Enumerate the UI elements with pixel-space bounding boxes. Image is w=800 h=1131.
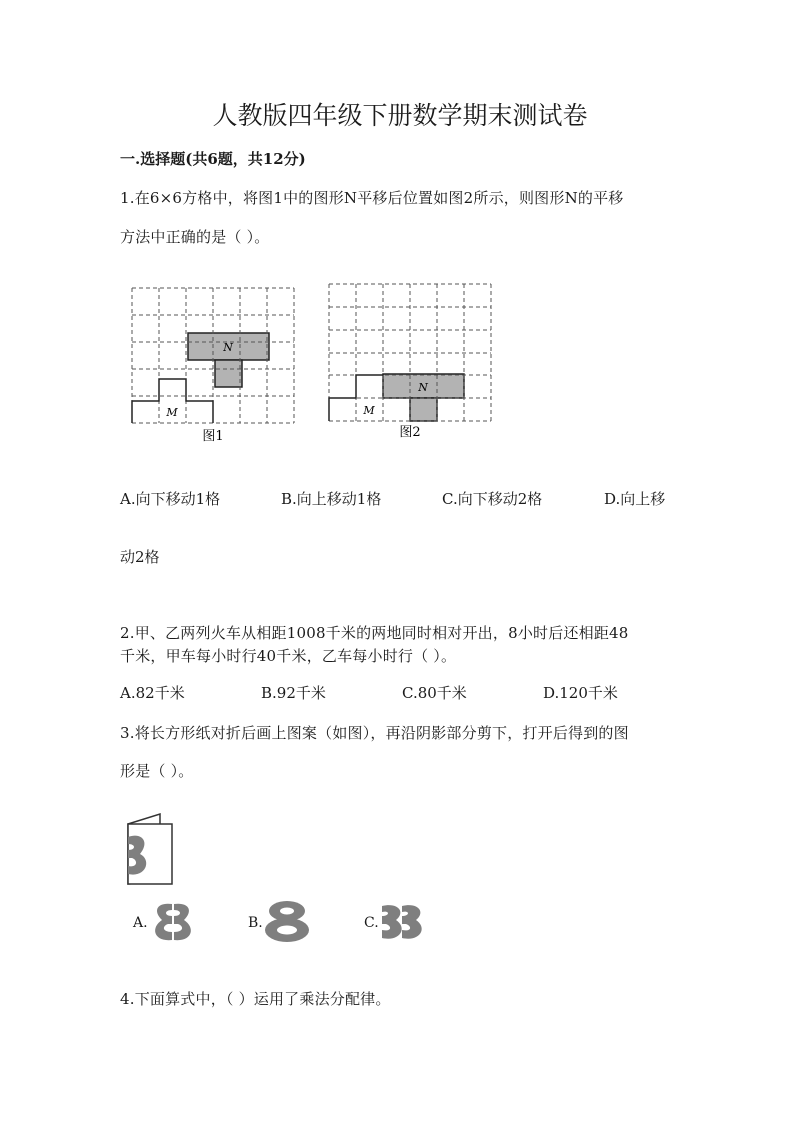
q1-figures bbox=[125, 280, 505, 445]
q2-text-line2: 千米，甲车每小时行40千米，乙车每小时行（ ）。 bbox=[120, 647, 457, 665]
q3-option-b-shape[interactable] bbox=[262, 898, 312, 944]
page-title: 人教版四年级下册数学期末测试卷 bbox=[212, 101, 588, 130]
q1-text-line2: 方法中正确的是（ ）。 bbox=[120, 228, 270, 246]
q3-option-b-label[interactable]: B. bbox=[248, 915, 263, 931]
figure-2-label-n: N bbox=[418, 381, 428, 394]
figure-2-grid bbox=[329, 284, 491, 421]
q3-folded-paper bbox=[120, 812, 180, 888]
q1-text-line1: 1.在6×6方格中，将图1中的图形N平移后位置如图2所示，则图形N的平移 bbox=[120, 189, 624, 207]
figure-2-caption: 图2 bbox=[399, 425, 421, 440]
q1-option-d[interactable]: D.向上移 bbox=[604, 490, 666, 508]
figure-2-label-m: M bbox=[363, 404, 375, 417]
q3-option-a-label[interactable]: A. bbox=[133, 915, 148, 931]
q2-option-d[interactable]: D.120千米 bbox=[543, 684, 618, 702]
q1-option-a[interactable]: A.向下移动1格 bbox=[120, 490, 221, 508]
q2-option-a[interactable]: A.82千米 bbox=[120, 684, 185, 702]
figure-2-shape-n-stem bbox=[410, 398, 437, 421]
q3-option-c-label[interactable]: C. bbox=[364, 915, 379, 931]
q3-option-c-shape[interactable] bbox=[380, 900, 430, 944]
q1-option-c[interactable]: C.向下移动2格 bbox=[442, 490, 543, 508]
q4-text-line1: 4.下面算式中，（ ）运用了乘法分配律。 bbox=[120, 990, 391, 1008]
q1-option-b[interactable]: B.向上移动1格 bbox=[281, 490, 382, 508]
q3-option-a-shape[interactable] bbox=[148, 900, 198, 944]
figure-1-caption: 图1 bbox=[202, 429, 224, 444]
figure-1-label-m: M bbox=[166, 406, 178, 419]
figure-1-label-n: N bbox=[223, 341, 233, 354]
figure-1-grid bbox=[132, 288, 294, 423]
figure-1-shape-n-stem bbox=[215, 360, 242, 387]
q2-option-b[interactable]: B.92千米 bbox=[261, 684, 326, 702]
section-heading: 一.选择题(共6题，共12分) bbox=[120, 150, 306, 168]
q3-text-line1: 3.将长方形纸对折后画上图案（如图），再沿阴影部分剪下，打开后得到的图 bbox=[120, 724, 629, 742]
q2-text-line1: 2.甲、乙两列火车从相距1008千米的两地同时相对开出，8小时后还相距48 bbox=[120, 624, 629, 642]
q2-option-c[interactable]: C.80千米 bbox=[402, 684, 467, 702]
q1-option-d-continued: 动2格 bbox=[120, 548, 160, 566]
q3-text-line2: 形是（ ）。 bbox=[120, 762, 194, 780]
